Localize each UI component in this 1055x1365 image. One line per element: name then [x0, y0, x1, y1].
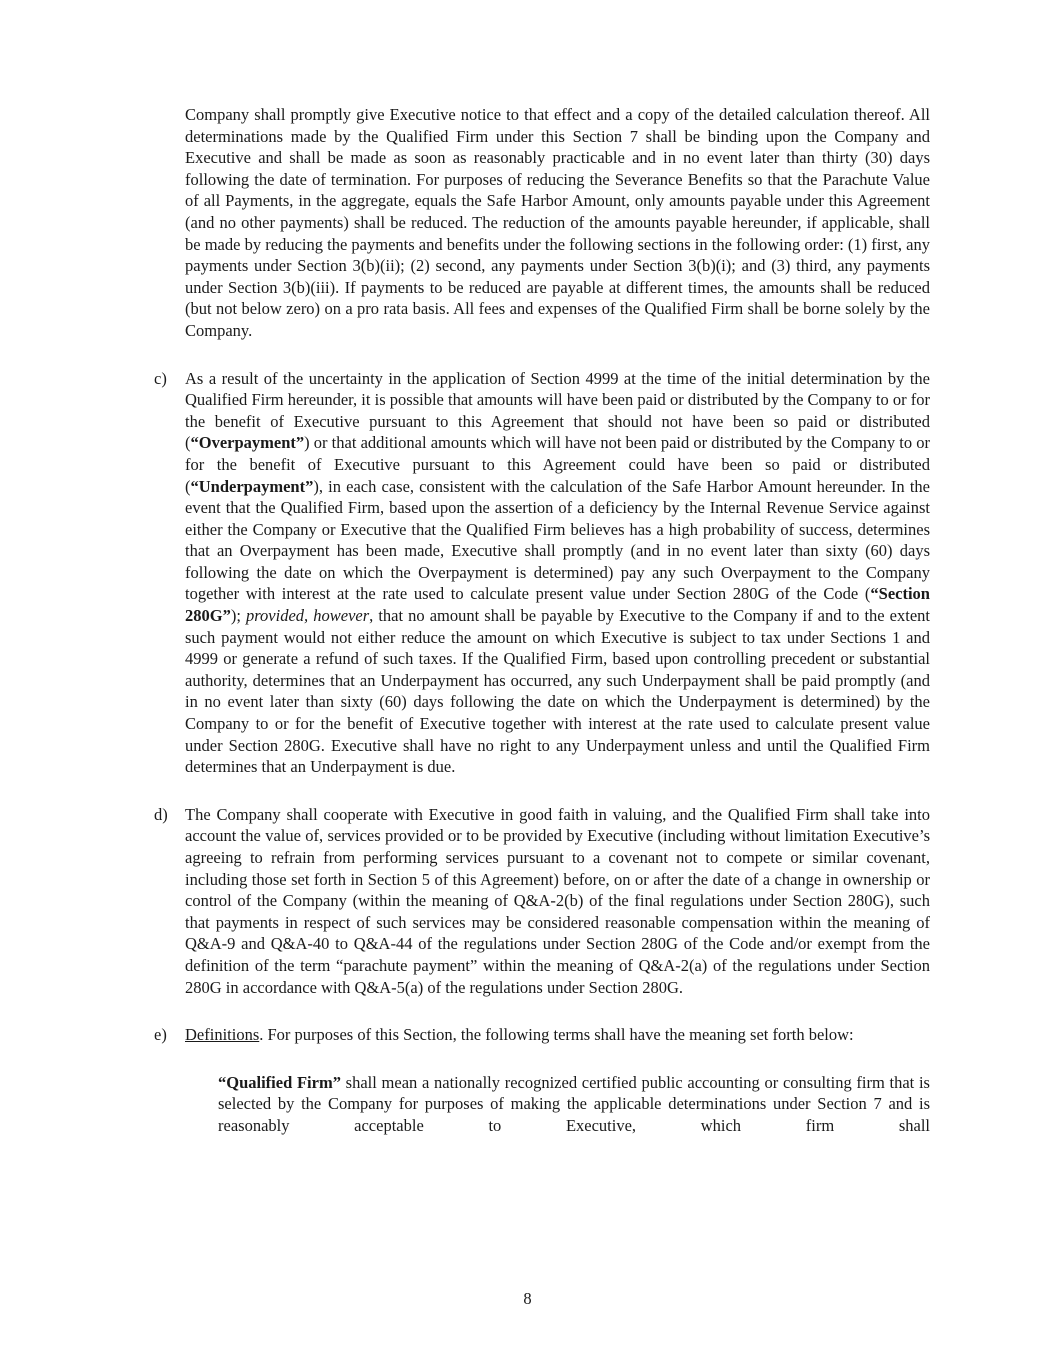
document-body: [154, 104, 930, 1137]
paragraph-text: The Company shall cooperate with Executive in good faith in valuing, and the Qualified Firm shall take into account the value of, services provided or to be provided by Executive (including without limitation Executive’s agreeing to refrain from performing services pursuant to a covenant not to compete or similar covenant, including those set forth in Section 5 of this Agreement) before, on or after the date of a change in ownership or control of the Company (within the meaning of Q&A-2(b) of the final regulations under Section 280G), such that payments in respect of such services may be considered reasonable compensation within the meaning of Q&A-9 and Q&A-40 to Q&A-44 of the regulations under Section 280G of the Code and/or exempt from the definition of the term “parachute payment” within the meaning of Q&A-2(a) of the regulations under Section 280G in accordance with Q&A-5(a) of the regulations under Section 280G.: [185, 804, 930, 997]
page-footer: [0, 1288, 1055, 1310]
paragraph-item-d: [154, 804, 930, 998]
paragraph-continuation: [185, 104, 930, 342]
list-label-c: c): [154, 368, 167, 388]
page-number: 8: [523, 1289, 532, 1308]
list-label-e: e): [154, 1025, 167, 1045]
paragraph-item-e-definitions: [154, 1024, 930, 1046]
paragraph-text: “Qualified Firm” shall mean a nationally recognized certified public accounting or consulting firm that is selected by the Company for purposes of making the applicable determinations under Section 7 and is reasonably acceptable to Executive, which firm shall: [218, 1072, 930, 1135]
paragraph-text: Company shall promptly give Executive notice to that effect and a copy of the detailed calculation thereof. All determinations made by the Qualified Firm under this Section 7 shall be binding upon the Company and Executive and shall be made as soon as reasonably practicable and in no event later than thirty (30) days following the date of termination. For purposes of reducing the Severance Benefits so that the Parachute Value of all Payments, in the aggregate, equals the Safe Harbor Amount, only amounts payable under this Agreement (and no other payments) shall be reduced. The reduction of the amounts payable hereunder, if applicable, shall be made by reducing the payments and benefits under the following sections in the following order: (1) first, any payments under Section 3(b)(ii); (2) second, any payments under Section 3(b)(i); and (3) third, any payments under Section 3(b)(iii). If payments to be reduced are payable at different times, the amounts shall be reduced (but not below zero) on a pro rata basis. All fees and expenses of the Qualified Firm shall be borne solely by the Company.: [185, 105, 930, 340]
paragraph-text: As a result of the uncertainty in the application of Section 4999 at the time of the initial determination by the Qualified Firm hereunder, it is possible that amounts will have been paid or distributed by the Company to or for the benefit of Executive pursuant to this Agreement that should not have been so paid or distributed (“Overpayment”) or that additional amounts which will have not been paid or distributed by the Company to or for the benefit of Executive pursuant to this Agreement could have been so paid or distributed (“Underpayment”), in each case, consistent with the calculation of the Safe Harbor Amount hereunder. In the event that the Qualified Firm, based upon the assertion of a deficiency by the Internal Revenue Service against either the Company or Executive that the Qualified Firm believes has a high probability of success, determines that an Overpayment has been made, Executive shall promptly (and in no event later than sixty (60) days following the date on which the Overpayment is determined) pay any such Overpayment to the Company together with interest at the rate used to calculate present value under Section 280G of the Code (“Section 280G”); provided, however, that no amount shall be payable by Executive to the Company if and to the extent such payment would not either reduce the amount on which Executive is subject to tax under Sections 1 and 4999 or generate a refund of such taxes. If the Qualified Firm, based upon controlling precedent or substantial authority, determines that an Underpayment has occurred, any such Underpayment shall be paid promptly (and in no event later than sixty (60) days following the date on which the Underpayment is determined) by the Company to or for the benefit of Executive together with interest at the rate used to calculate present value under Section 280G. Executive shall have no right to any Underpayment unless and until the Qualified Firm determines that an Underpayment is due.: [185, 368, 930, 777]
paragraph-item-c: [154, 368, 930, 778]
list-label-d: d): [154, 804, 168, 824]
paragraph-text: Definitions. For purposes of this Section, the following terms shall have the meaning set forth below:: [185, 1025, 854, 1045]
paragraph-definition-qualified-firm: [218, 1072, 930, 1137]
